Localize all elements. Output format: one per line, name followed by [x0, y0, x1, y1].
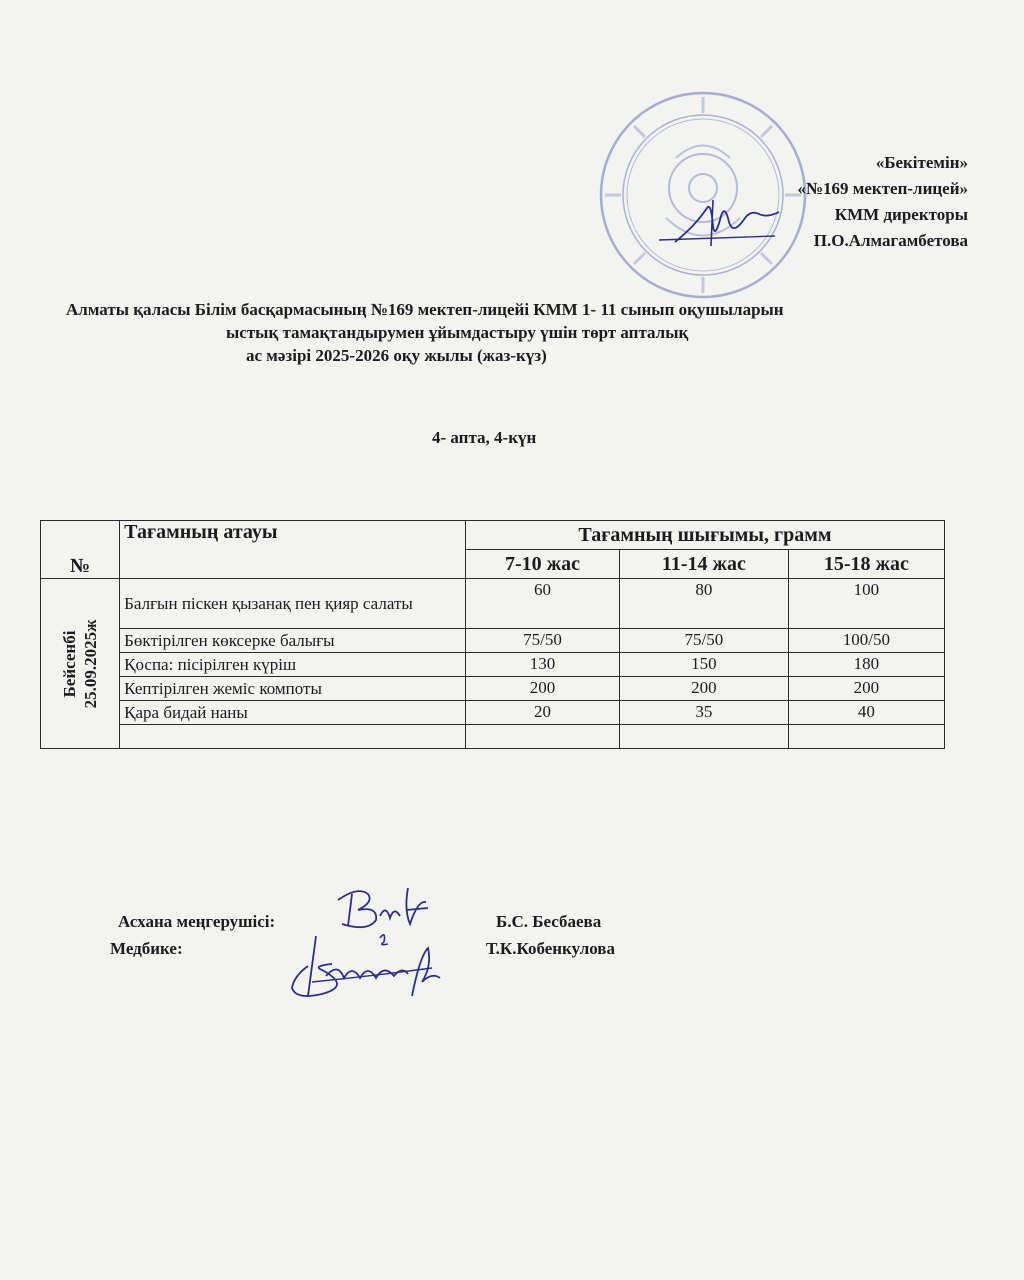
yield-7-10: 60 [465, 579, 619, 629]
table-row [41, 629, 945, 653]
yield-15-18: 40 [788, 701, 944, 725]
yield-11-14: 200 [620, 677, 789, 701]
empty-cell [120, 725, 466, 749]
yield-7-10: 200 [465, 677, 619, 701]
empty-cell [788, 725, 944, 749]
approval-line-3: КММ директоры [834, 205, 968, 224]
table-row [41, 579, 945, 629]
dish-name: Балғын піскен қызанақ пен қияр салаты [120, 579, 466, 629]
day-label-cell [41, 579, 120, 749]
title-line-1: Алматы қаласы Білім басқармасының №169 мектеп-лицейі КММ 1- 11 сынып оқушыларын [66, 300, 784, 319]
yield-11-14: 35 [620, 701, 789, 725]
yield-7-10: 130 [465, 653, 619, 677]
approval-block [797, 150, 968, 254]
yield-11-14: 150 [620, 653, 789, 677]
yield-15-18: 100/50 [788, 629, 944, 653]
day-label-date: 25.09.2025ж [81, 619, 101, 708]
empty-cell [620, 725, 789, 749]
dish-name: Кептірілген жеміс компоты [120, 677, 466, 701]
table-row [41, 677, 945, 701]
table-row [41, 701, 945, 725]
yield-15-18: 100 [788, 579, 944, 629]
header-dish-name: Тағамның атауы [120, 521, 466, 579]
dish-name: Қоспа: пісірілген күріш [120, 653, 466, 677]
yield-15-18: 200 [788, 677, 944, 701]
header-age-15-18: 15-18 жас [788, 550, 944, 579]
empty-cell [465, 725, 619, 749]
approval-line-4: П.О.Алмагамбетова [813, 231, 968, 250]
director-signature [655, 196, 795, 256]
menu-table [40, 520, 945, 749]
cook-name: Б.С. Бесбаева [496, 912, 602, 931]
yield-15-18: 180 [788, 653, 944, 677]
header-yield: Тағамның шығымы, грамм [465, 521, 944, 550]
nurse-signature [282, 926, 452, 1006]
nurse-role: Медбике: [110, 939, 183, 958]
approval-line-2: «№169 мектеп-лицей» [797, 179, 968, 198]
day-label-weekday: Бейсенбі [60, 630, 80, 697]
title-line-3: ас мәзірі 2025-2026 оқу жылы (жаз-күз) [246, 346, 547, 365]
title-line-2: ыстық тамақтандырумен ұйымдастыру үшін төрт апталық [226, 323, 689, 342]
yield-7-10: 75/50 [465, 629, 619, 653]
nurse-name: Т.К.Кобенкулова [486, 939, 615, 958]
dish-name: Қара бидай наны [120, 701, 466, 725]
yield-11-14: 80 [620, 579, 789, 629]
approval-line-1: «Бекітемін» [875, 153, 968, 172]
table-row-empty [41, 725, 945, 749]
week-day-title: 4- апта, 4-күн [432, 428, 537, 447]
yield-7-10: 20 [465, 701, 619, 725]
cook-role: Асхана меңгерушісі: [118, 912, 276, 931]
header-number: № [41, 521, 120, 579]
dish-name: Бөктірілген көксерке балығы [120, 629, 466, 653]
header-age-11-14: 11-14 жас [620, 550, 789, 579]
day-label [59, 619, 101, 708]
official-seal [596, 88, 810, 302]
yield-11-14: 75/50 [620, 629, 789, 653]
table-row [41, 653, 945, 677]
header-age-7-10: 7-10 жас [465, 550, 619, 579]
